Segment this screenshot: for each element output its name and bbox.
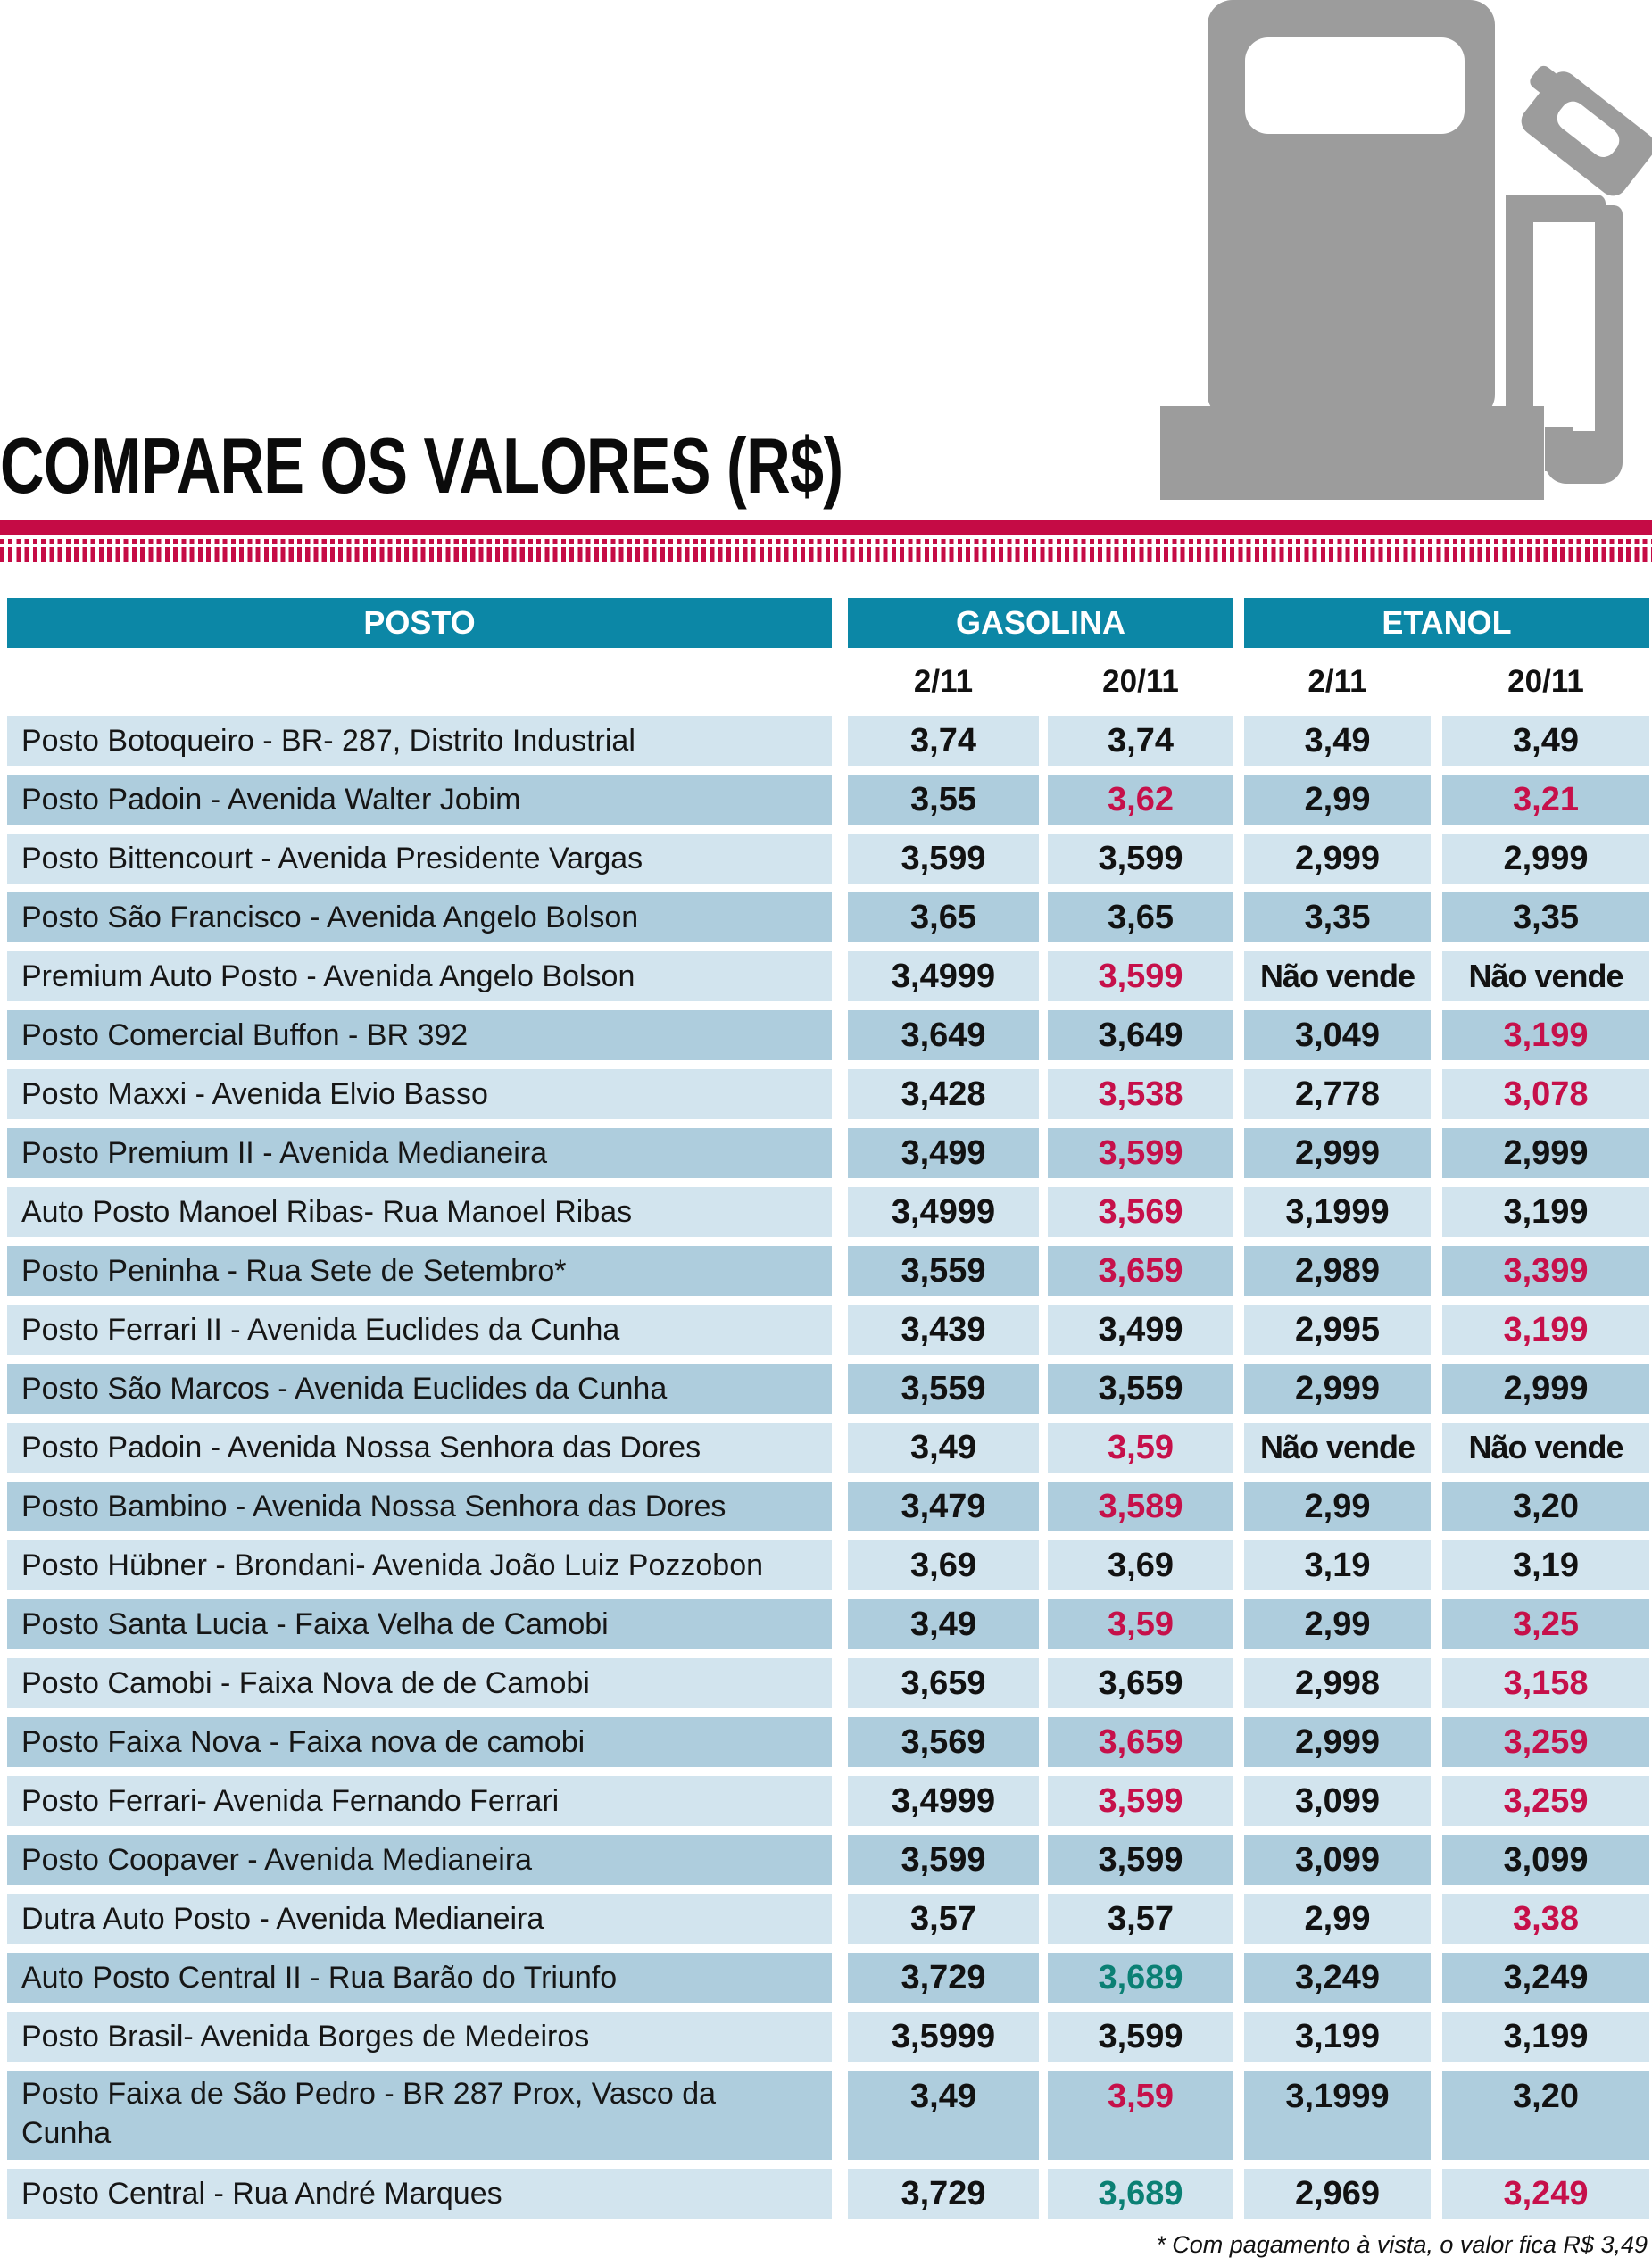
station-name: Posto Peninha - Rua Sete de Setembro* (7, 1246, 832, 1296)
station-name: Posto Comercial Buffon - BR 392 (7, 1010, 832, 1060)
table-row (7, 1482, 1649, 1531)
table-row (7, 1540, 1649, 1590)
gasolina-price: 3,59 (1048, 1423, 1233, 1473)
table-row (7, 716, 1649, 766)
etanol-price: 3,049 (1244, 1010, 1431, 1060)
table-row (7, 892, 1649, 942)
station-name: Posto Ferrari II - Avenida Euclides da Cunha (7, 1305, 832, 1355)
table-row (7, 1717, 1649, 1767)
station-name: Posto Bittencourt - Avenida Presidente Vargas (7, 834, 832, 884)
etanol-price: 2,999 (1244, 1128, 1431, 1178)
gasolina-price: 3,55 (848, 775, 1039, 825)
station-name: Posto Faixa Nova - Faixa nova de camobi (7, 1717, 832, 1767)
gasolina-price: 3,74 (1048, 716, 1233, 766)
etanol-price: 2,778 (1244, 1069, 1431, 1119)
etanol-price: 3,19 (1442, 1540, 1649, 1590)
gasolina-price: 3,74 (848, 716, 1039, 766)
gasolina-price: 3,49 (848, 1599, 1039, 1649)
gasolina-price: 3,729 (848, 1953, 1039, 2003)
gasolina-price: 3,559 (1048, 1364, 1233, 1414)
etanol-price: 3,099 (1244, 1776, 1431, 1826)
etanol-price: Não vende (1244, 1423, 1431, 1473)
station-name: Posto São Francisco - Avenida Angelo Bolson (7, 892, 832, 942)
etanol-price: 2,995 (1244, 1305, 1431, 1355)
etanol-price: 2,99 (1244, 1482, 1431, 1531)
table-row (7, 1953, 1649, 2003)
gasolina-price: 3,689 (1048, 2169, 1233, 2219)
etanol-price: 2,999 (1442, 834, 1649, 884)
station-name: Posto Central - Rua André Marques (7, 2169, 832, 2219)
etanol-price: Não vende (1442, 951, 1649, 1001)
station-name: Posto Faixa de São Pedro - BR 287 Prox, Vasco da Cunha (7, 2071, 832, 2160)
gasolina-price: 3,65 (848, 892, 1039, 942)
etanol-price: 3,249 (1442, 1953, 1649, 2003)
etanol-price: 3,25 (1442, 1599, 1649, 1649)
table-row (7, 1599, 1649, 1649)
fuel-pump-icon (1160, 0, 1652, 502)
gasolina-price: 3,599 (1048, 951, 1233, 1001)
table-row (7, 2169, 1649, 2219)
etanol-price: 3,1999 (1244, 1187, 1431, 1237)
gasolina-price: 3,69 (848, 1540, 1039, 1590)
gasolina-price: 3,499 (848, 1128, 1039, 1178)
gasolina-price: 3,57 (848, 1894, 1039, 1944)
etanol-price: 2,999 (1442, 1364, 1649, 1414)
etanol-price: 3,249 (1244, 1953, 1431, 2003)
etanol-price: 3,49 (1442, 716, 1649, 766)
gasolina-price: 3,62 (1048, 775, 1233, 825)
etanol-price: 2,99 (1244, 1599, 1431, 1649)
etanol-price: 3,49 (1244, 716, 1431, 766)
etanol-price: 2,999 (1244, 1364, 1431, 1414)
gasolina-price: 3,569 (1048, 1187, 1233, 1237)
table-row (7, 1658, 1649, 1708)
etanol-price: 3,35 (1244, 892, 1431, 942)
etanol-price: 2,99 (1244, 1894, 1431, 1944)
table-row (7, 2012, 1649, 2062)
header-gasolina: GASOLINA (848, 598, 1233, 648)
gasolina-price: 3,649 (1048, 1010, 1233, 1060)
etanol-price: 3,199 (1442, 1187, 1649, 1237)
gasolina-price: 3,439 (848, 1305, 1039, 1355)
table-row (7, 1128, 1649, 1178)
date-etanol-2: 20/11 (1507, 664, 1584, 699)
etanol-price: 3,21 (1442, 775, 1649, 825)
table-row (7, 2071, 1649, 2160)
gasolina-price: 3,69 (1048, 1540, 1233, 1590)
header-posto: POSTO (7, 598, 832, 648)
etanol-price: Não vende (1442, 1423, 1649, 1473)
table-row (7, 1187, 1649, 1237)
price-table-body (7, 716, 1649, 2219)
date-gasolina-2: 20/11 (1102, 664, 1179, 699)
etanol-price: 2,99 (1244, 775, 1431, 825)
gasolina-price: 3,599 (1048, 2012, 1233, 2062)
table-row (7, 1364, 1649, 1414)
station-name: Auto Posto Manoel Ribas- Rua Manoel Ribas (7, 1187, 832, 1237)
station-name: Dutra Auto Posto - Avenida Medianeira (7, 1894, 832, 1944)
etanol-price: 3,199 (1442, 1305, 1649, 1355)
gasolina-price: 3,4999 (848, 951, 1039, 1001)
divider-stripes-top (0, 539, 1652, 544)
etanol-price: 3,1999 (1244, 2071, 1431, 2160)
etanol-price: 3,20 (1442, 2071, 1649, 2160)
gasolina-price: 3,538 (1048, 1069, 1233, 1119)
etanol-price: 2,999 (1244, 1717, 1431, 1767)
etanol-price: 3,19 (1244, 1540, 1431, 1590)
gasolina-price: 3,57 (1048, 1894, 1233, 1944)
gasolina-price: 3,4999 (848, 1187, 1039, 1237)
price-table (7, 598, 1649, 2228)
gasolina-price: 3,65 (1048, 892, 1233, 942)
etanol-price: 3,259 (1442, 1776, 1649, 1826)
etanol-price: 3,078 (1442, 1069, 1649, 1119)
divider-bar (0, 520, 1652, 535)
station-name: Posto Padoin - Avenida Walter Jobim (7, 775, 832, 825)
station-name: Premium Auto Posto - Avenida Angelo Bolson (7, 951, 832, 1001)
date-gasolina-1: 2/11 (913, 664, 974, 699)
table-row (7, 1010, 1649, 1060)
header-etanol: ETANOL (1244, 598, 1649, 648)
gasolina-price: 3,599 (1048, 1776, 1233, 1826)
etanol-price: 3,199 (1244, 2012, 1431, 2062)
etanol-price: Não vende (1244, 951, 1431, 1001)
gasolina-price: 3,559 (848, 1246, 1039, 1296)
gasolina-price: 3,569 (848, 1717, 1039, 1767)
etanol-price: 2,999 (1442, 1128, 1649, 1178)
etanol-price: 3,38 (1442, 1894, 1649, 1944)
gasolina-price: 3,479 (848, 1482, 1039, 1531)
etanol-price: 3,099 (1442, 1835, 1649, 1885)
station-name: Posto Botoqueiro - BR- 287, Distrito Industrial (7, 716, 832, 766)
station-name: Posto Maxxi - Avenida Elvio Basso (7, 1069, 832, 1119)
table-row (7, 1069, 1649, 1119)
date-etanol-1: 2/11 (1307, 664, 1367, 699)
station-name: Posto Camobi - Faixa Nova de de Camobi (7, 1658, 832, 1708)
gasolina-price: 3,499 (1048, 1305, 1233, 1355)
gasolina-price: 3,5999 (848, 2012, 1039, 2062)
table-row (7, 1776, 1649, 1826)
station-name: Posto São Marcos - Avenida Euclides da Cunha (7, 1364, 832, 1414)
gasolina-price: 3,599 (848, 834, 1039, 884)
gasolina-price: 3,689 (1048, 1953, 1233, 2003)
etanol-price: 3,249 (1442, 2169, 1649, 2219)
gasolina-price: 3,589 (1048, 1482, 1233, 1531)
gasolina-price: 3,659 (1048, 1717, 1233, 1767)
etanol-price: 2,999 (1244, 834, 1431, 884)
station-name: Posto Padoin - Avenida Nossa Senhora das Dores (7, 1423, 832, 1473)
table-header-row (7, 598, 1649, 648)
table-row (7, 951, 1649, 1001)
gasolina-price: 3,599 (1048, 1835, 1233, 1885)
gasolina-price: 3,559 (848, 1364, 1039, 1414)
etanol-price: 2,969 (1244, 2169, 1431, 2219)
gasolina-price: 3,599 (1048, 834, 1233, 884)
gasolina-price: 3,729 (848, 2169, 1039, 2219)
etanol-price: 3,199 (1442, 1010, 1649, 1060)
footnote: * Com pagamento à vista, o valor fica R$ 3,49 (1156, 2231, 1648, 2258)
station-name: Posto Bambino - Avenida Nossa Senhora das Dores (7, 1482, 832, 1531)
page-title: COMPARE OS VALORES (R$) (0, 421, 843, 510)
etanol-price: 3,259 (1442, 1717, 1649, 1767)
etanol-price: 2,998 (1244, 1658, 1431, 1708)
etanol-price: 3,35 (1442, 892, 1649, 942)
station-name: Posto Ferrari- Avenida Fernando Ferrari (7, 1776, 832, 1826)
station-name: Posto Santa Lucia - Faixa Velha de Camobi (7, 1599, 832, 1649)
gasolina-price: 3,49 (848, 2071, 1039, 2160)
station-name: Posto Hübner - Brondani- Avenida João Luiz Pozzobon (7, 1540, 832, 1590)
gasolina-price: 3,59 (1048, 2071, 1233, 2160)
etanol-price: 3,199 (1442, 2012, 1649, 2062)
etanol-price: 3,20 (1442, 1482, 1649, 1531)
station-name: Auto Posto Central II - Rua Barão do Triunfo (7, 1953, 832, 2003)
gasolina-price: 3,599 (1048, 1128, 1233, 1178)
etanol-price: 3,099 (1244, 1835, 1431, 1885)
table-row (7, 1246, 1649, 1296)
gasolina-price: 3,659 (848, 1658, 1039, 1708)
station-name: Posto Premium II - Avenida Medianeira (7, 1128, 832, 1178)
gasolina-price: 3,4999 (848, 1776, 1039, 1826)
etanol-price: 2,989 (1244, 1246, 1431, 1296)
etanol-price: 3,158 (1442, 1658, 1649, 1708)
etanol-price: 3,399 (1442, 1246, 1649, 1296)
gasolina-price: 3,49 (848, 1423, 1039, 1473)
table-date-row (7, 648, 1649, 716)
gasolina-price: 3,59 (1048, 1599, 1233, 1649)
table-row (7, 1305, 1649, 1355)
table-row (7, 1894, 1649, 1944)
table-row (7, 834, 1649, 884)
table-row (7, 1423, 1649, 1473)
station-name: Posto Coopaver - Avenida Medianeira (7, 1835, 832, 1885)
gasolina-price: 3,659 (1048, 1658, 1233, 1708)
table-row (7, 775, 1649, 825)
gasolina-price: 3,659 (1048, 1246, 1233, 1296)
gasolina-price: 3,649 (848, 1010, 1039, 1060)
gasolina-price: 3,599 (848, 1835, 1039, 1885)
table-row (7, 1835, 1649, 1885)
gasolina-price: 3,428 (848, 1069, 1039, 1119)
divider-stripes-bottom (0, 547, 1652, 562)
station-name: Posto Brasil- Avenida Borges de Medeiros (7, 2012, 832, 2062)
